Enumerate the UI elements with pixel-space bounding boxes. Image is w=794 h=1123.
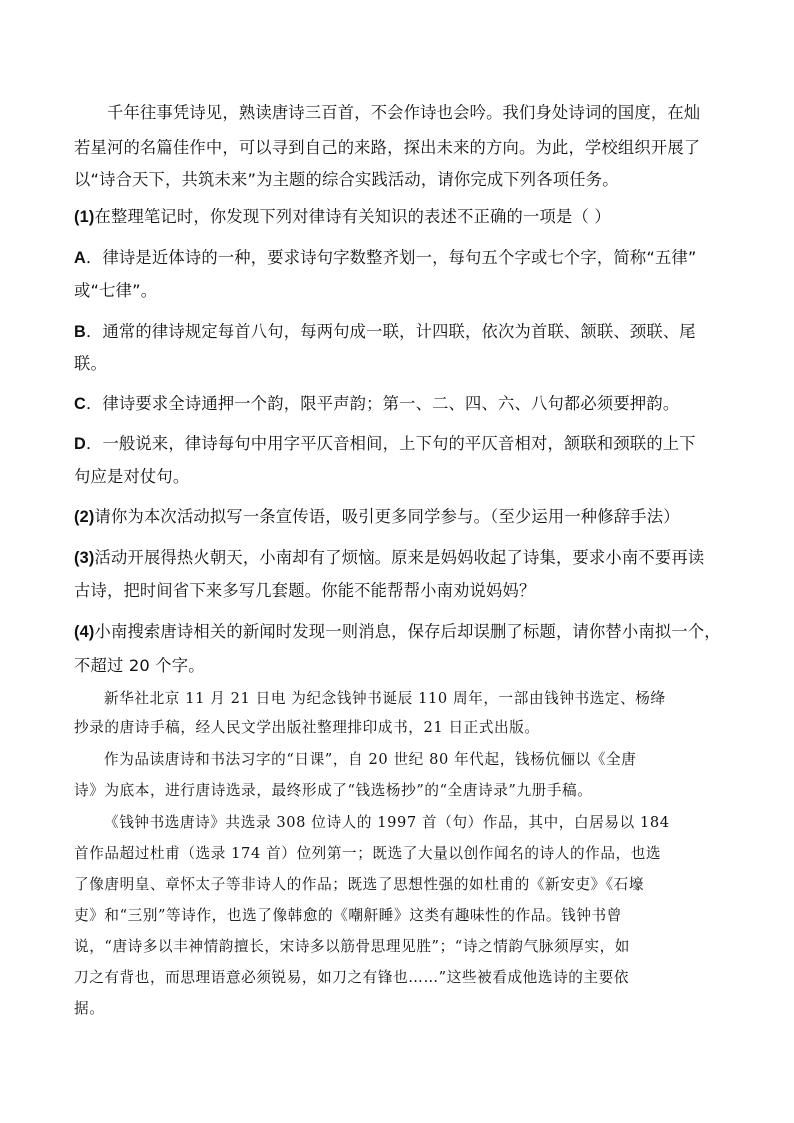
question-4-text: 小南搜索唐诗相关的新闻时发现一则消息，保存后却误删了标题，请你替小南拟一个， [94,622,721,641]
news-p2-line-1: 作为品读唐诗和书法习字的“日课”，自 20 世纪 80 年代起，钱杨伉俪以《全唐 [104,751,637,768]
question-3-line-1 [74,544,704,568]
option-d-text: ．一般说来，律诗每句中用字平仄音相间，上下句的平仄音相对，颔联和颈联的上下 [85,434,696,453]
option-a-text: ．律诗是近体诗的一种，要求诗句字数整齐划一，每句五个字或七个字，简称“五律” [85,248,697,267]
question-3-number: (3) [74,549,95,567]
question-2 [74,503,680,527]
question-2-number: (2) [74,508,95,526]
news-p1-line-1: 新华社北京 11 月 21 日电 为纪念钱钟书诞辰 110 周年，一部由钱钟书选定、杨绛 [104,690,666,707]
news-p2-line-2: 诗》为底本，进行唐诗选录，最终形成了“钱选杨抄”的“全唐诗录”九册手稿。 [74,782,593,799]
question-1-text: 在整理笔记时，你发现下列对律诗有关知识的表述不正确的一项是（ ） [94,207,611,226]
option-c-text: ．律诗要求全诗通押一个韵，限平声韵；第一、二、四、六、八句都必须要押韵。 [85,394,680,413]
question-1-number: (1) [74,208,95,226]
intro-line-1: 千年往事凭诗见，熟读唐诗三百首，不会作诗也会吟。我们身处诗词的国度，在灿 [107,103,701,122]
option-a-line-1 [74,244,697,268]
option-c-line-1 [74,390,679,414]
news-p3-line-6: 刀之有背也，而思理语意必须锐易，如刀之有锋也……”这些被看成他选诗的主要依 [74,969,630,986]
option-d-line-2: 句应是对仗句。 [74,467,190,486]
option-b-letter: B [74,323,86,341]
option-b-line-2: 联。 [74,354,107,373]
question-3-line-2: 古诗，把时间省下来多写几套题。你能不能帮帮小南劝说妈妈？ [74,581,536,600]
option-a-line-2: 或“七律”。 [74,281,158,300]
option-b-text: ．通常的律诗规定每首八句，每两句成一联，计四联，依次为首联、颔联、颈联、尾 [85,322,696,341]
news-p3-line-2: 首作品超过杜甫（选录 174 首）位列第一；既选了大量以创作闻名的诗人的作品，也选 [74,845,662,862]
option-a-letter: A [74,249,86,267]
option-b-line-1 [74,318,696,342]
option-d-letter: D [74,435,86,453]
question-4-line-2: 不超过 20 个字。 [74,656,205,675]
option-c-letter: C [74,395,86,413]
news-p1-line-2: 抄录的唐诗手稿，经人民文学出版社整理排印成书，21 日正式出版。 [74,719,540,736]
question-2-text: 请你为本次活动拟写一条宣传语，吸引更多同学参与。（至少运用一种修辞手法） [94,507,680,526]
news-p3-line-1: 《钱钟书选唐诗》共选录 308 位诗人的 1997 首（句）作品，其中，白居易以 184 [104,814,670,831]
news-p3-line-4: 吏》和“三别”等诗作，也选了像韩愈的《嘲鼾睡》这类有趣味性的作品。钱钟书曾 [74,907,622,924]
option-d-line-1 [74,430,696,454]
intro-line-2: 若星河的名篇佳作中，可以寻到自己的来路，探出未来的方向。为此，学校组织开展了 [74,138,701,157]
news-p3-line-7: 据。 [74,1000,105,1017]
intro-line-3: 以“诗合天下，共筑未来”为主题的综合实践活动，请你完成下列各项任务。 [74,170,619,189]
question-1 [74,203,611,227]
news-p3-line-5: 说，“唐诗多以丰神情韵擅长，宋诗多以筋骨思理见胜”；“诗之情韵气脉须厚实，如 [74,938,630,955]
question-4-line-1 [74,618,721,642]
news-p3-line-3: 了像唐明皇、章怀太子等非诗人的作品；既选了思想性强的如杜甫的《新安吏》《石壕 [74,876,645,893]
question-3-text: 活动开展得热火朝天，小南却有了烦恼。原来是妈妈收起了诗集，要求小南不要再读 [94,548,705,567]
question-4-number: (4) [74,623,95,641]
